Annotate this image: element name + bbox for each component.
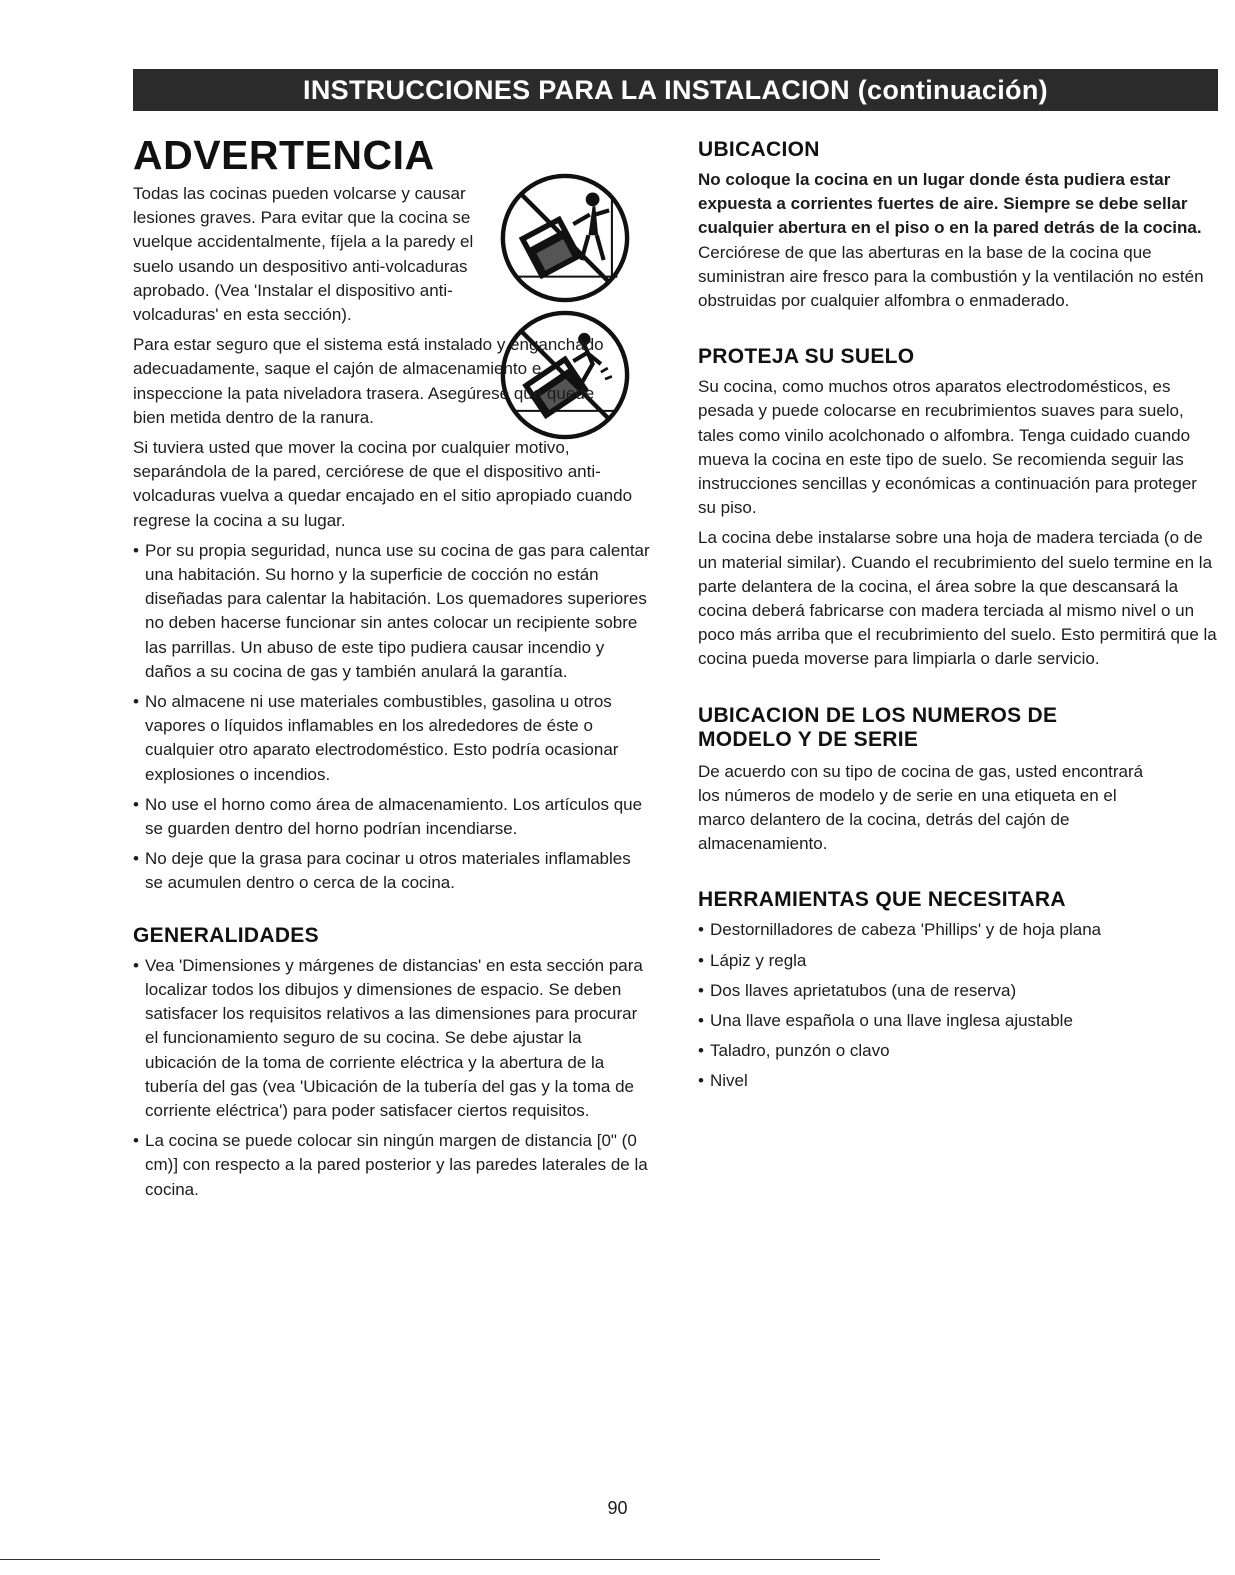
right-column bbox=[698, 138, 1218, 1100]
list-item: • Lápiz y regla bbox=[698, 949, 1218, 973]
list-item: • La cocina se puede colocar sin ningún margen de distancia [0" (0 cm)] con respecto a la pared posterior y las paredes laterales de la cocina. bbox=[133, 1129, 653, 1202]
warning-paragraph: Para estar seguro que el sistema está instalado y enganchado adecuadamente, saque el cajón de almacenamiento e inspeccione la pata niveladora trasera. Asegúrese que quede bien metida dentro de la ranura. bbox=[133, 335, 604, 427]
serial-location-title bbox=[698, 704, 1218, 752]
section-header-bar: INSTRUCCIONES PARA LA INSTALACION (continuación) bbox=[133, 69, 1218, 111]
safety-bullet-list bbox=[133, 539, 653, 896]
serial-title-line: UBICACION DE LOS NUMEROS DE bbox=[698, 703, 1058, 727]
list-item: • No use el horno como área de almacenamiento. Los artículos que se guarden dentro del horno podrían incendiarse. bbox=[133, 793, 653, 841]
tools-list bbox=[698, 918, 1218, 1093]
tools-title: HERRAMIENTAS QUE NECESITARA bbox=[698, 888, 1066, 912]
floor-paragraph: La cocina debe instalarse sobre una hoja de madera terciada (o de un material similar). Cuando el recubrimiento del suelo termine en la parte delantera de la cocina, el área sobre la que descansará la cocina deberá fabricarse con madera terciada al mismo nivel o un poco más arriba que el recubrimiento del suelo. Esto permitirá que la cocina pueda moverse para limpiarla o darle servicio. bbox=[698, 528, 1217, 669]
warning-paragraph: Si tuviera usted que mover la cocina por cualquier motivo, separándola de la pared, cerciórese de que el dispositivo anti-volcaduras vuelva a quedar encajado en el sitio apropiado cuando regrese la cocina a su lugar. bbox=[133, 438, 633, 530]
list-item: • No almacene ni use materiales combustibles, gasolina u otros vapores o líquidos inflamables en los alrededores de éste o cualquier otro aparato electrodoméstico. Esto podría ocasionar explosiones o incendios. bbox=[133, 690, 653, 787]
floor-paragraph: Su cocina, como muchos otros aparatos electrodomésticos, es pesada y puede colocarse en recubrimientos suaves para suelo, tales como vinilo acolchonado o alfombra. Tenga cuidado cuando mueva la cocina en este tipo de suelo. Se recomienda seguir las instrucciones sencillas y económicas a continuación para proteger su piso. bbox=[698, 377, 1197, 518]
generalities-bullet-list bbox=[133, 954, 653, 1202]
serial-title-line: MODELO Y DE SERIE bbox=[698, 727, 919, 751]
list-item: • Nivel bbox=[698, 1069, 1218, 1093]
list-item: • Una llave española o una llave inglesa ajustable bbox=[698, 1009, 1218, 1033]
floor-protection-title: PROTEJA SU SUELO bbox=[698, 345, 915, 369]
generalities-title: GENERALIDADES bbox=[133, 923, 319, 947]
location-title: UBICACION bbox=[698, 138, 820, 161]
list-item: • Vea 'Dimensiones y márgenes de distancias' en esta sección para localizar todos los dibujos y dimensiones de espacio. Se deben satisfacer los requisitos relativos a las dimensiones para procurar el funcionamiento seguro de su cocina. Se debe ajustar la ubicación de la toma de corriente eléctrica y la abertura de la tubería del gas (vea 'Ubicación de la tubería del gas y la toma de corriente eléctrica') para poder satisfacer ciertos requisitos. bbox=[133, 954, 653, 1123]
location-text: Cerciórese de que las aberturas en la base de la cocina que suministran aire fresco para la combustión y la ventilación no estén obstruidas por cualquier alfombra o enmaderado. bbox=[698, 242, 1204, 311]
bottom-divider bbox=[0, 1559, 880, 1560]
list-item: • Destornilladores de cabeza 'Phillips' y de hoja plana bbox=[698, 918, 1218, 942]
list-item: • No deje que la grasa para cocinar u otros materiales inflamables se acumulen dentro o cerca de la cocina. bbox=[133, 847, 653, 895]
location-paragraph bbox=[698, 168, 1218, 313]
left-column bbox=[133, 132, 653, 1208]
list-item: • Dos llaves aprietatubos (una de reserva) bbox=[698, 979, 1218, 1003]
list-item: • Por su propia seguridad, nunca use su cocina de gas para calentar una habitación. Su horno y la superficie de cocción no están diseñadas para calentar la habitación. Los quemadores superiores no deben hacerse funcionar sin antes colocar un recipiente sobre las parrillas. Un abuso de este tipo pudiera causar incendio y daños a su cocina de gas y también anulará la garantía. bbox=[133, 539, 653, 684]
location-bold-text: No coloque la cocina en un lugar donde ésta pudiera estar expuesta a corrientes fuertes de aire. Siempre se debe sellar cualquier abertura en el piso o en la pared detrás de la cocina. bbox=[698, 170, 1202, 238]
warning-title: ADVERTENCIA bbox=[133, 132, 435, 178]
page-number: 90 bbox=[607, 1498, 628, 1518]
warning-paragraph: Todas las cocinas pueden volcarse y causar lesiones graves. Para evitar que la cocina se vuelque accidentalmente, fíjela a la paredy el suelo usando un despositivo anti-volcaduras aprobado. (Vea 'Instalar el dispositivo anti-volcaduras' en esta sección). bbox=[133, 184, 474, 325]
serial-paragraph: De acuerdo con su tipo de cocina de gas, usted encontrará los números de modelo y de serie en una etiqueta en el marco delantero de la cocina, detrás del cajón de almacenamiento. bbox=[698, 761, 1144, 854]
list-item: • Taladro, punzón o clavo bbox=[698, 1039, 1218, 1063]
